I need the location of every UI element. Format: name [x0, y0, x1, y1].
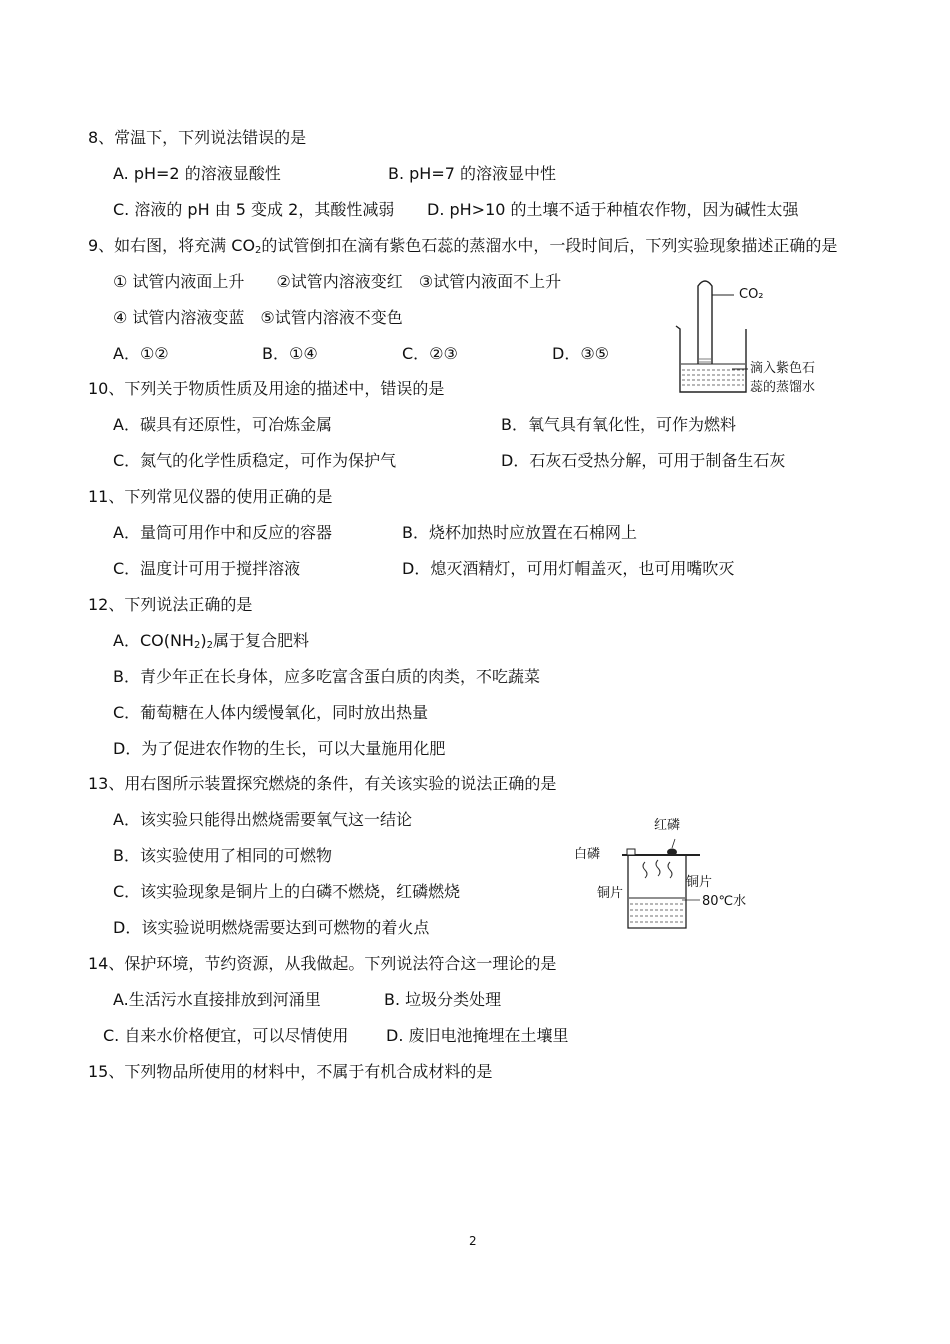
q9-stem: 9、如右图，将充满 $CO_2$的试管倒扣在滴有紫色石蕊的蒸溜水中，一段时间后，下列实验现象描述正确的是	[88, 236, 838, 256]
q12-option-d: D．为了促进农作物的生长，可以大量施用化肥	[113, 739, 446, 758]
q11-option-d: D．熄灭酒精灯，可用灯帽盖灭，也可用嘴吹灭	[402, 559, 735, 578]
q14-option-c: C. 自来水价格便宜，可以尽情使用	[103, 1026, 349, 1045]
q13-option-a: A．该实验只能得出燃烧需要氧气这一结论	[113, 810, 412, 829]
q8-option-d: D. pH>10 的土壤不适于种植农作物，因为碱性太强	[427, 200, 799, 219]
q10-option-d: D．石灰石受热分解，可用于制备生石灰	[501, 451, 786, 470]
q12-option-b: B．青少年正在长身体，应多吃富含蛋白质的肉类，不吃蔬菜	[113, 667, 540, 686]
q13-fig-red-phosphorus: 红磷	[654, 818, 681, 833]
q8-option-b: B. pH=7 的溶液显中性	[388, 164, 557, 183]
q14-option-b: B. 垃圾分类处理	[384, 990, 502, 1009]
q12-option-a: A．$CO(NH_2)_2$属于复合肥料	[113, 631, 309, 651]
q9-statements-2: ④ 试管内溶液变蓝 ⑤试管内溶液不变色	[113, 308, 403, 327]
q9-fig-label-line2: 蕊的蒸馏水	[750, 380, 816, 395]
q10-option-a: A．碳具有还原性，可冶炼金属	[113, 415, 332, 434]
q12-option-c: C．葡萄糖在人体内缓慢氧化，同时放出热量	[113, 703, 429, 722]
page-number: 2	[469, 1234, 477, 1248]
q13-fig-water-label: 80℃水	[702, 894, 747, 909]
q13-option-b: B．该实验使用了相同的可燃物	[113, 846, 332, 865]
q11-option-a: A．量筒可用作中和反应的容器	[113, 523, 332, 542]
q13-option-c: C．该实验现象是铜片上的白磷不燃烧，红磷燃烧	[113, 882, 461, 901]
q15-stem: 15、下列物品所使用的材料中，不属于有机合成材料的是	[88, 1062, 493, 1081]
q13-fig-copper-left: 铜片	[597, 886, 624, 901]
q9-fig-label-line1: 滴入紫色石	[750, 361, 816, 376]
q11-option-c: C．温度计可用于搅拌溶液	[113, 559, 301, 578]
q10-stem: 10、下列关于物质性质及用途的描述中，错误的是	[88, 379, 445, 398]
q13-stem: 13、用右图所示装置探究燃烧的条件，有关该实验的说法正确的是	[88, 774, 557, 793]
q14-stem: 14、保护环境，节约资源，从我做起。下列说法符合这一理论的是	[88, 954, 557, 973]
q13-option-d: D．该实验说明燃烧需要达到可燃物的着火点	[113, 918, 430, 937]
q8-option-c: C. 溶液的 pH 由 5 变成 2，其酸性减弱	[113, 200, 395, 219]
q11-option-b: B．烧杯加热时应放置在石棉网上	[402, 523, 637, 542]
q9-fig-co2-label: CO₂	[739, 287, 764, 302]
q14-option-d: D. 废旧电池掩埋在土壤里	[386, 1026, 569, 1045]
q9-statements-1: ① 试管内液面上升 ②试管内溶液变红 ③试管内液面不上升	[113, 272, 562, 291]
q8-stem: 8、常温下，下列说法错误的是	[88, 128, 307, 147]
q10-option-c: C．氮气的化学性质稳定，可作为保护气	[113, 451, 397, 470]
q9-option-a: A．①②	[113, 344, 169, 363]
q9-option-d: D．③⑤	[552, 344, 610, 363]
q14-option-a: A.生活污水直接排放到河涌里	[113, 990, 321, 1009]
q13-fig-copper-right: 铜片	[686, 875, 713, 890]
q11-stem: 11、下列常见仪器的使用正确的是	[88, 487, 333, 506]
q9-option-b: B．①④	[262, 344, 318, 363]
q9-option-c: C．②③	[402, 344, 458, 363]
q8-option-a: A. pH=2 的溶液显酸性	[113, 164, 281, 183]
q10-option-b: B．氧气具有氧化性，可作为燃料	[501, 415, 736, 434]
q13-fig-white-phosphorus: 白磷	[574, 847, 601, 862]
q12-stem: 12、下列说法正确的是	[88, 595, 253, 614]
